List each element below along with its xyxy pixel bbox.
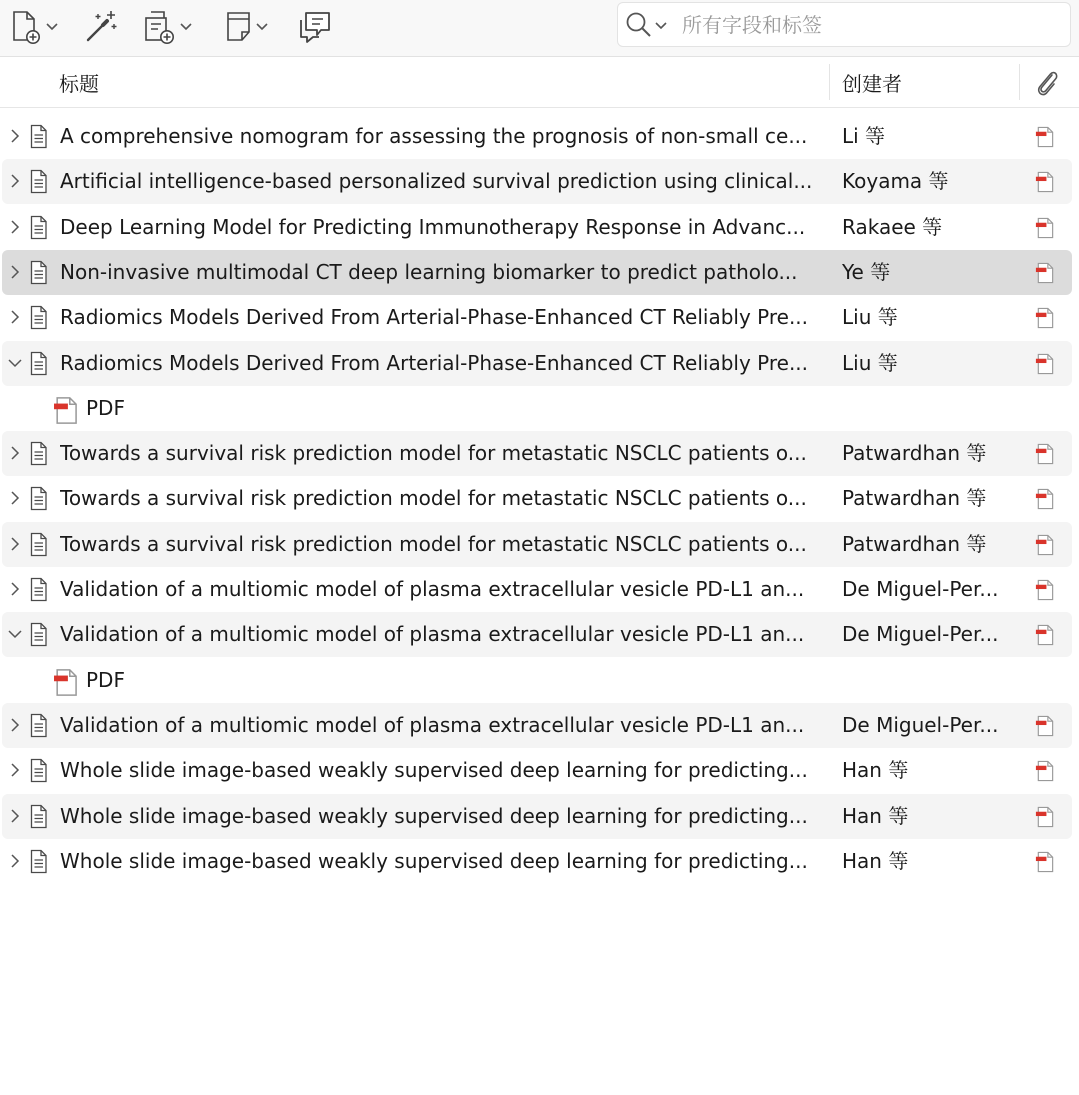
item-row[interactable]: [2, 748, 1072, 793]
item-creator: Patwardhan 等: [842, 486, 987, 510]
item-row[interactable]: [2, 159, 1072, 204]
document-icon: [29, 486, 49, 511]
item-creator: Han 等: [842, 804, 909, 828]
item-row[interactable]: [2, 567, 1072, 612]
item-title: Radiomics Models Derived From Arterial-Phase-Enhanced CT Reliably Pre...: [60, 305, 809, 329]
item-title: Deep Learning Model for Predicting Immunotherapy Response in Advanc...: [60, 215, 806, 239]
new-item-button[interactable]: [10, 4, 58, 48]
item-title: Whole slide image-based weakly supervised deep learning for predicting...: [60, 758, 808, 782]
attachment-title: PDF: [86, 668, 125, 692]
paperclip-icon: [1033, 68, 1061, 98]
document-icon: [29, 215, 49, 240]
item-title: Validation of a multiomic model of plasma extracellular vesicle PD-L1 an...: [60, 622, 805, 646]
item-creator: De Miguel-Per...: [842, 622, 999, 646]
item-creator: Patwardhan 等: [842, 441, 987, 465]
item-title: Towards a survival risk prediction model for metastatic NSCLC patients o...: [60, 486, 807, 510]
chevron-right-icon[interactable]: [8, 219, 22, 235]
column-attachments-header[interactable]: [1033, 58, 1061, 107]
item-creator: Han 等: [842, 758, 909, 782]
item-creator: De Miguel-Per...: [842, 577, 999, 601]
item-creator: Li 等: [842, 124, 886, 148]
document-icon: [29, 532, 49, 557]
item-title: Artificial intelligence-based personalized survival prediction using clinical...: [60, 169, 813, 193]
item-row[interactable]: [2, 295, 1072, 340]
item-row[interactable]: [2, 341, 1072, 386]
column-title-header[interactable]: [59, 58, 99, 107]
annotation-icon: [297, 8, 333, 44]
chevron-right-icon[interactable]: [8, 173, 22, 189]
chevron-down-icon: [180, 21, 192, 31]
document-icon: [29, 622, 49, 647]
item-row[interactable]: [2, 703, 1072, 748]
chevron-right-icon[interactable]: [8, 490, 22, 506]
document-icon: [29, 351, 49, 376]
item-creator: Han 等: [842, 849, 909, 873]
toolbar: [0, 0, 1079, 57]
item-title: Whole slide image-based weakly supervised deep learning for predicting...: [60, 849, 808, 873]
item-title: Non-invasive multimodal CT deep learning biomarker to predict patholo...: [60, 260, 798, 284]
item-row[interactable]: [2, 250, 1072, 295]
pdf-attachment-icon[interactable]: [1035, 126, 1055, 148]
pdf-attachment-icon[interactable]: [1035, 307, 1055, 329]
search-icon: [625, 11, 653, 39]
document-icon: [29, 305, 49, 330]
column-divider[interactable]: [1019, 64, 1020, 100]
item-row[interactable]: [2, 205, 1072, 250]
chevron-right-icon[interactable]: [8, 445, 22, 461]
document-icon: [29, 169, 49, 194]
document-icon: [29, 441, 49, 466]
chevron-right-icon[interactable]: [8, 536, 22, 552]
chevron-down-icon[interactable]: [8, 626, 22, 642]
search-mode-chevron-icon[interactable]: [655, 20, 667, 30]
column-creator-label: 创建者: [842, 72, 902, 96]
chevron-right-icon[interactable]: [8, 581, 22, 597]
item-row[interactable]: [2, 114, 1072, 159]
chevron-right-icon[interactable]: [8, 128, 22, 144]
item-title: Towards a survival risk prediction model for metastatic NSCLC patients o...: [60, 532, 807, 556]
chevron-right-icon[interactable]: [8, 853, 22, 869]
item-creator: Rakaee 等: [842, 215, 943, 239]
pdf-attachment-icon[interactable]: [1035, 534, 1055, 556]
item-row[interactable]: [2, 431, 1072, 476]
item-creator: Liu 等: [842, 305, 898, 329]
pdf-icon: [53, 668, 79, 697]
attachment-row[interactable]: [2, 658, 1072, 703]
document-icon: [29, 577, 49, 602]
document-icon: [29, 124, 49, 149]
item-row[interactable]: [2, 839, 1072, 884]
pdf-attachment-icon[interactable]: [1035, 488, 1055, 510]
add-by-identifier-button[interactable]: [84, 4, 120, 48]
chevron-right-icon[interactable]: [8, 309, 22, 325]
item-title: Towards a survival risk prediction model for metastatic NSCLC patients o...: [60, 441, 807, 465]
item-title: Radiomics Models Derived From Arterial-Phase-Enhanced CT Reliably Pre...: [60, 351, 809, 375]
pdf-attachment-icon[interactable]: [1035, 171, 1055, 193]
item-row[interactable]: [2, 612, 1072, 657]
chevron-right-icon[interactable]: [8, 808, 22, 824]
chevron-right-icon[interactable]: [8, 717, 22, 733]
pdf-attachment-icon[interactable]: [1035, 262, 1055, 284]
item-row[interactable]: [2, 522, 1072, 567]
item-title: Validation of a multiomic model of plasma extracellular vesicle PD-L1 an...: [60, 713, 805, 737]
attachment-add-icon: [142, 8, 178, 44]
magic-wand-icon: [84, 8, 120, 44]
chevron-down-icon: [256, 21, 268, 31]
document-icon: [29, 804, 49, 829]
chevron-down-icon[interactable]: [8, 355, 22, 371]
document-icon: [29, 713, 49, 738]
item-creator: Liu 等: [842, 351, 898, 375]
add-attachment-button[interactable]: [142, 4, 192, 48]
item-creator: De Miguel-Per...: [842, 713, 999, 737]
pdf-attachment-icon[interactable]: [1035, 715, 1055, 737]
item-title: Validation of a multiomic model of plasma extracellular vesicle PD-L1 an...: [60, 577, 805, 601]
document-icon: [29, 849, 49, 874]
item-creator: Ye 等: [842, 260, 891, 284]
search-box[interactable]: [617, 2, 1071, 47]
attachment-title: PDF: [86, 396, 125, 420]
pdf-attachment-icon[interactable]: [1035, 353, 1055, 375]
annotations-button[interactable]: [297, 4, 333, 48]
column-divider[interactable]: [829, 64, 830, 100]
pdf-attachment-icon[interactable]: [1035, 579, 1055, 601]
note-icon: [224, 8, 254, 44]
column-header: [0, 58, 1079, 108]
document-icon: [29, 758, 49, 783]
item-title: A comprehensive nomogram for assessing the prognosis of non-small ce...: [60, 124, 808, 148]
pdf-attachment-icon[interactable]: [1035, 217, 1055, 239]
chevron-right-icon[interactable]: [8, 264, 22, 280]
pdf-attachment-icon[interactable]: [1035, 624, 1055, 646]
item-row[interactable]: [2, 794, 1072, 839]
item-creator: Koyama 等: [842, 169, 949, 193]
item-creator: Patwardhan 等: [842, 532, 987, 556]
pdf-attachment-icon[interactable]: [1035, 806, 1055, 828]
chevron-down-icon: [46, 21, 58, 31]
chevron-right-icon[interactable]: [8, 762, 22, 778]
column-creator-header[interactable]: [842, 58, 902, 107]
pdf-icon: [53, 396, 79, 425]
column-title-label: 标题: [59, 72, 99, 96]
pdf-attachment-icon[interactable]: [1035, 443, 1055, 465]
pdf-attachment-icon[interactable]: [1035, 760, 1055, 782]
new-item-icon: [10, 8, 44, 44]
new-note-button[interactable]: [224, 4, 268, 48]
search-input[interactable]: [680, 9, 1054, 41]
pdf-attachment-icon[interactable]: [1035, 851, 1055, 873]
document-icon: [29, 260, 49, 285]
item-row[interactable]: [2, 476, 1072, 521]
attachment-row[interactable]: [2, 386, 1072, 431]
item-title: Whole slide image-based weakly supervised deep learning for predicting...: [60, 804, 808, 828]
